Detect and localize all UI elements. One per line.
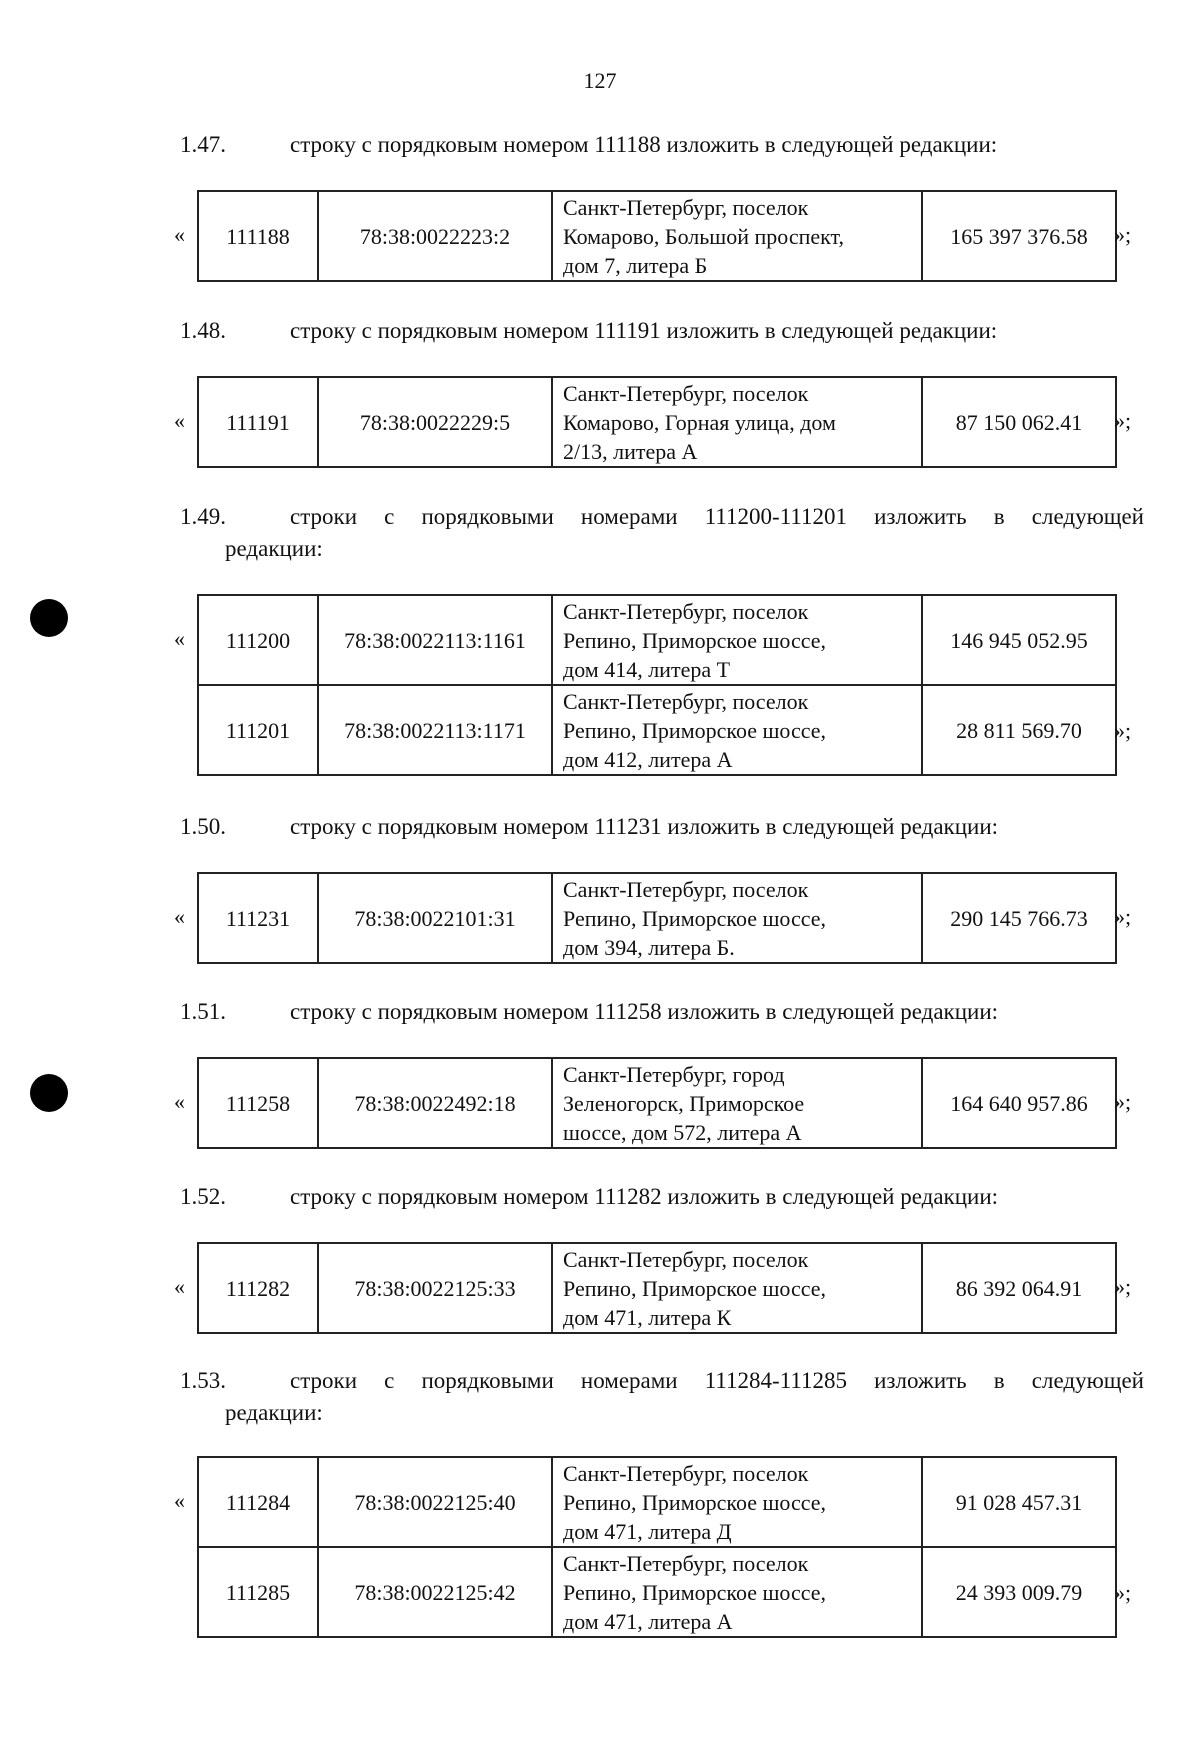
quote-open: « <box>174 904 185 929</box>
section-text: строку с порядковым номером 111282 изложить в следующей редакции: <box>290 1184 999 1209</box>
row-number: 111188 <box>198 191 318 281</box>
address-line: Санкт-Петербург, поселок <box>563 1246 809 1272</box>
table-row <box>198 595 1116 685</box>
address-cell <box>552 873 922 963</box>
address-line: дом 471, литера Д <box>563 1518 732 1544</box>
address-line: Зеленогорск, Приморское <box>563 1090 805 1116</box>
section-text-continuation: редакции: <box>225 536 323 561</box>
section-number: 1.49. <box>180 504 226 529</box>
value-cell: 164 640 957.86 <box>922 1058 1116 1148</box>
address-line: шоссе, дом 572, литера А <box>563 1119 802 1145</box>
address-line: Санкт-Петербург, поселок <box>563 194 809 220</box>
section-text-continuation: редакции: <box>225 1400 323 1425</box>
section-number: 1.48. <box>180 318 226 343</box>
data-table <box>197 1057 1117 1149</box>
data-table <box>197 190 1117 282</box>
row-number: 111231 <box>198 873 318 963</box>
value-cell: 28 811 569.70 <box>922 685 1116 775</box>
address-cell <box>552 685 922 775</box>
quote-close: »; <box>1114 1274 1132 1299</box>
address-cell <box>552 1243 922 1333</box>
table-row <box>198 1243 1116 1333</box>
section-text: строки с порядковыми номерами 111284-111285 изложить в следующей <box>290 1368 1144 1393</box>
data-table <box>197 1242 1117 1334</box>
row-number: 111285 <box>198 1547 318 1637</box>
address-cell <box>552 1457 922 1547</box>
section-text: строку с порядковым номером 111191 изложить в следующей редакции: <box>290 318 998 343</box>
row-number: 111282 <box>198 1243 318 1333</box>
address-line: Санкт-Петербург, поселок <box>563 876 809 902</box>
quote-open: « <box>174 1488 185 1513</box>
quote-close: »; <box>1114 222 1132 247</box>
address-line: Санкт-Петербург, поселок <box>563 380 809 406</box>
section-number: 1.51. <box>180 999 226 1024</box>
row-number: 111191 <box>198 377 318 467</box>
cadastral-number: 78:38:0022125:33 <box>318 1243 552 1333</box>
section-text: строку с порядковым номером 111231 изложить в следующей редакции: <box>290 814 999 839</box>
cadastral-number: 78:38:0022101:31 <box>318 873 552 963</box>
address-cell <box>552 595 922 685</box>
data-table <box>197 594 1117 776</box>
quote-open: « <box>174 626 185 651</box>
value-cell: 91 028 457.31 <box>922 1457 1116 1547</box>
punch-hole-mark <box>30 1074 68 1112</box>
value-cell: 87 150 062.41 <box>922 377 1116 467</box>
value-cell: 86 392 064.91 <box>922 1243 1116 1333</box>
value-cell: 290 145 766.73 <box>922 873 1116 963</box>
address-line: Репино, Приморское шоссе, <box>563 905 827 931</box>
address-line: Репино, Приморское шоссе, <box>563 1275 827 1301</box>
quote-open: « <box>174 1274 185 1299</box>
table-row <box>198 873 1116 963</box>
quote-close: »; <box>1114 904 1132 929</box>
section-text: строку с порядковым номером 111188 изложить в следующей редакции: <box>290 132 998 157</box>
address-line: Санкт-Петербург, поселок <box>563 1460 809 1486</box>
table-row <box>198 1058 1116 1148</box>
address-line: Санкт-Петербург, поселок <box>563 1550 809 1576</box>
cadastral-number: 78:38:0022125:42 <box>318 1547 552 1637</box>
row-number: 111201 <box>198 685 318 775</box>
quote-close: »; <box>1114 1580 1132 1605</box>
cadastral-number: 78:38:0022113:1161 <box>318 595 552 685</box>
data-table <box>197 1456 1117 1638</box>
quote-open: « <box>174 1089 185 1114</box>
address-line: 2/13, литера А <box>563 438 698 464</box>
address-line: дом 414, литера Т <box>563 656 731 682</box>
section-number: 1.53. <box>180 1368 226 1393</box>
address-line: Санкт-Петербург, поселок <box>563 688 809 714</box>
address-line: дом 471, литера К <box>563 1304 732 1330</box>
data-table <box>197 376 1117 468</box>
address-cell <box>552 1547 922 1637</box>
cadastral-number: 78:38:0022492:18 <box>318 1058 552 1148</box>
row-number: 111258 <box>198 1058 318 1148</box>
address-line: Комарово, Большой проспект, <box>563 223 844 249</box>
section-text: строки с порядковыми номерами 111200-111201 изложить в следующей <box>290 504 1144 529</box>
address-line: Репино, Приморское шоссе, <box>563 1489 827 1515</box>
address-line: Репино, Приморское шоссе, <box>563 717 827 743</box>
address-line: дом 471, литера А <box>563 1608 733 1634</box>
section-number: 1.47. <box>180 132 226 157</box>
address-line: Санкт-Петербург, город <box>563 1061 785 1087</box>
value-cell: 24 393 009.79 <box>922 1547 1116 1637</box>
section-number: 1.52. <box>180 1184 226 1209</box>
address-line: Репино, Приморское шоссе, <box>563 627 827 653</box>
quote-close: »; <box>1114 718 1132 743</box>
punch-hole-mark <box>30 599 68 637</box>
data-table <box>197 872 1117 964</box>
address-line: дом 7, литера Б <box>563 252 708 278</box>
address-cell <box>552 191 922 281</box>
cadastral-number: 78:38:0022125:40 <box>318 1457 552 1547</box>
cadastral-number: 78:38:0022113:1171 <box>318 685 552 775</box>
address-line: Репино, Приморское шоссе, <box>563 1579 827 1605</box>
cadastral-number: 78:38:0022223:2 <box>318 191 552 281</box>
address-line: дом 394, литера Б. <box>563 934 735 960</box>
table-row <box>198 685 1116 775</box>
address-line: Санкт-Петербург, поселок <box>563 598 809 624</box>
value-cell: 146 945 052.95 <box>922 595 1116 685</box>
quote-open: « <box>174 408 185 433</box>
section-number: 1.50. <box>180 814 226 839</box>
address-cell <box>552 377 922 467</box>
page-number: 127 <box>583 68 617 93</box>
quote-open: « <box>174 222 185 247</box>
quote-close: »; <box>1114 1089 1132 1114</box>
table-row <box>198 1547 1116 1637</box>
cadastral-number: 78:38:0022229:5 <box>318 377 552 467</box>
row-number: 111200 <box>198 595 318 685</box>
value-cell: 165 397 376.58 <box>922 191 1116 281</box>
address-cell <box>552 1058 922 1148</box>
row-number: 111284 <box>198 1457 318 1547</box>
table-row <box>198 191 1116 281</box>
table-row <box>198 377 1116 467</box>
section-text: строку с порядковым номером 111258 изложить в следующей редакции: <box>290 999 999 1024</box>
address-line: Комарово, Горная улица, дом <box>563 409 836 435</box>
quote-close: »; <box>1114 408 1132 433</box>
table-row <box>198 1457 1116 1547</box>
address-line: дом 412, литера А <box>563 746 733 772</box>
